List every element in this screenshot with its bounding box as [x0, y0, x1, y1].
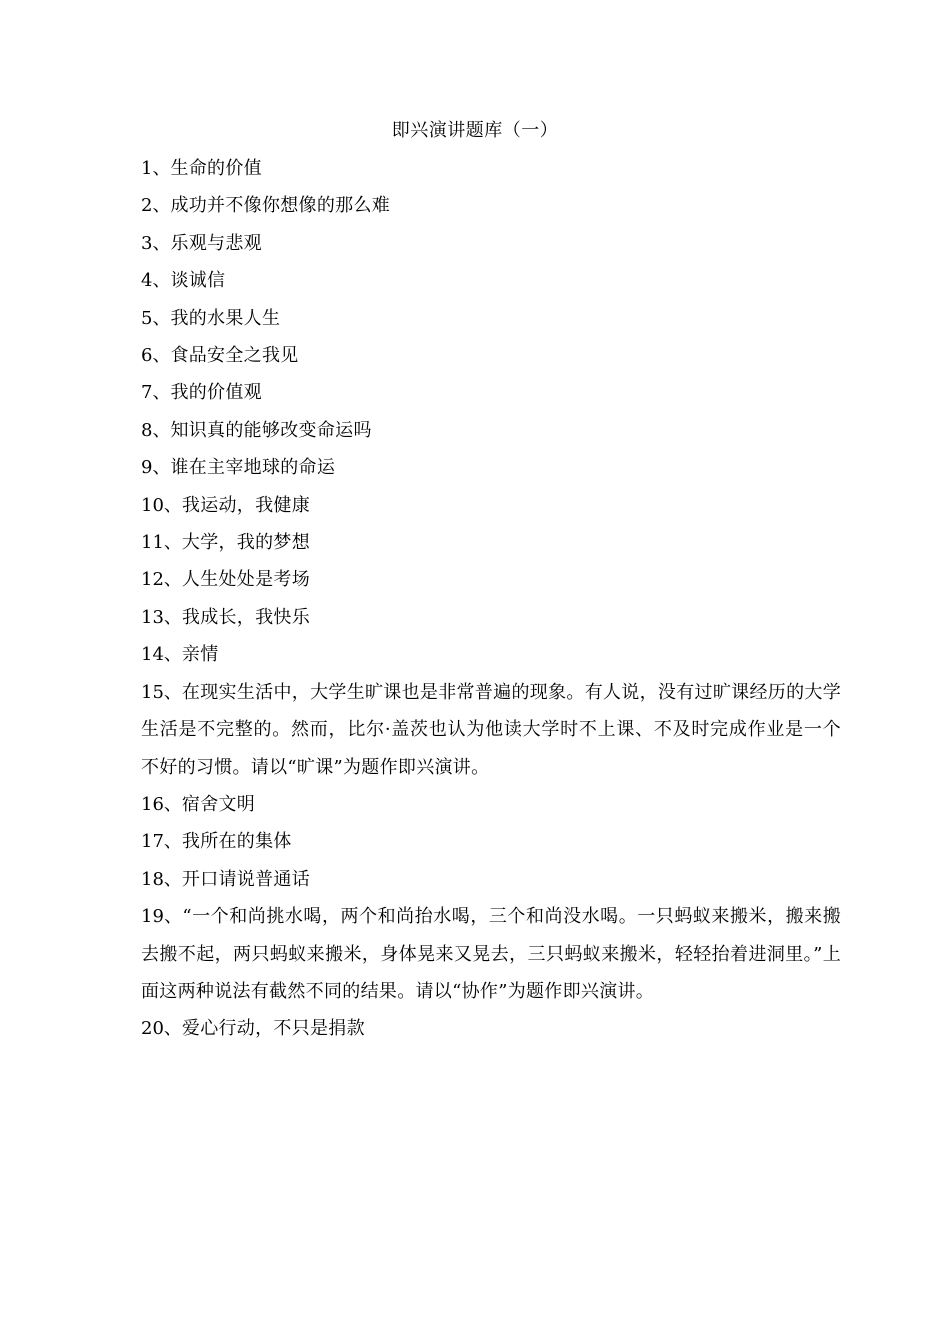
list-item — [141, 599, 841, 636]
item-text: 我的水果人生 — [170, 307, 281, 329]
item-text: 大学，我的梦想 — [181, 532, 311, 554]
item-text: 谈诚信 — [170, 270, 226, 292]
item-text: 人生处处是考场 — [181, 569, 311, 591]
item-number: 17、 — [141, 831, 182, 853]
document-title: 即兴演讲题库（一） — [391, 120, 559, 141]
list-item — [141, 262, 841, 299]
item-number: 3、 — [141, 232, 171, 254]
item-number: 11、 — [141, 532, 182, 554]
item-number: 1、 — [141, 158, 171, 179]
item-text: 食品安全之我见 — [170, 345, 299, 367]
item-number: 15、 — [141, 681, 182, 703]
item-number: 18、 — [141, 868, 182, 890]
item-text: 成功并不像你想像的那么难 — [170, 195, 391, 217]
item-text: 生命的价值 — [170, 158, 262, 179]
item-number: 8、 — [141, 419, 171, 441]
item-number: 13、 — [141, 606, 182, 628]
item-number: 16、 — [141, 793, 182, 815]
list-item — [141, 374, 841, 411]
item-text: 乐观与悲观 — [170, 232, 262, 254]
list-item — [141, 300, 841, 337]
list-item — [141, 225, 841, 262]
list-item — [141, 150, 841, 187]
item-text: 知识真的能够改变命运吗 — [170, 419, 372, 441]
item-text: 开口请说普通话 — [181, 868, 311, 890]
item-text: 我的价值观 — [170, 382, 262, 404]
item-number: 4、 — [141, 270, 171, 292]
list-item — [141, 674, 841, 786]
item-text: 在现实生活中，大学生旷课也是非常普遍的现象。有人说，没有过旷课经历的大学生活是不完整的。然而，比尔·盖茨也认为他读大学时不上课、不及时完成作业是一个不好的习惯。请以“旷课”为题作即兴演讲。 — [141, 681, 841, 778]
list-item — [141, 524, 841, 561]
item-number: 19、 — [141, 906, 183, 928]
item-text: 亲情 — [181, 644, 219, 666]
list-item — [141, 449, 841, 486]
item-text: 我运动，我健康 — [181, 494, 311, 516]
item-text: 宿舍文明 — [181, 793, 256, 815]
item-text: 谁在主宰地球的命运 — [170, 457, 336, 479]
list-item — [141, 487, 841, 524]
list-item — [141, 823, 841, 860]
list-item — [141, 187, 841, 224]
list-item — [141, 337, 841, 374]
item-number: 9、 — [141, 457, 171, 479]
item-number: 6、 — [141, 345, 171, 367]
list-item — [141, 861, 841, 898]
list-item — [141, 786, 841, 823]
item-text: “一个和尚挑水喝，两个和尚抬水喝，三个和尚没水喝。一只蚂蚁来搬米，搬来搬去搬不起，两只蚂蚁来搬米，身体晃来又晃去，三只蚂蚁来搬米，轻轻抬着进洞里。”上面这两种说法有截然不同的结果。请以“协作”为题作即兴演讲。 — [141, 906, 842, 1002]
item-number: 5、 — [141, 307, 171, 329]
item-text: 爱心行动，不只是捐款 — [181, 1018, 365, 1040]
item-number: 7、 — [141, 382, 171, 404]
item-number: 10、 — [141, 494, 182, 516]
list-item — [141, 412, 841, 449]
item-number: 14、 — [141, 644, 182, 666]
list-item — [141, 636, 841, 673]
item-text: 我成长，我快乐 — [181, 606, 311, 628]
list-item — [141, 561, 841, 598]
item-number: 20、 — [141, 1018, 182, 1040]
item-number: 2、 — [141, 195, 171, 217]
topic-list — [141, 150, 841, 1048]
item-number: 12、 — [141, 569, 182, 591]
list-item — [141, 1010, 841, 1047]
item-text: 我所在的集体 — [181, 831, 292, 853]
list-item — [141, 898, 841, 1010]
